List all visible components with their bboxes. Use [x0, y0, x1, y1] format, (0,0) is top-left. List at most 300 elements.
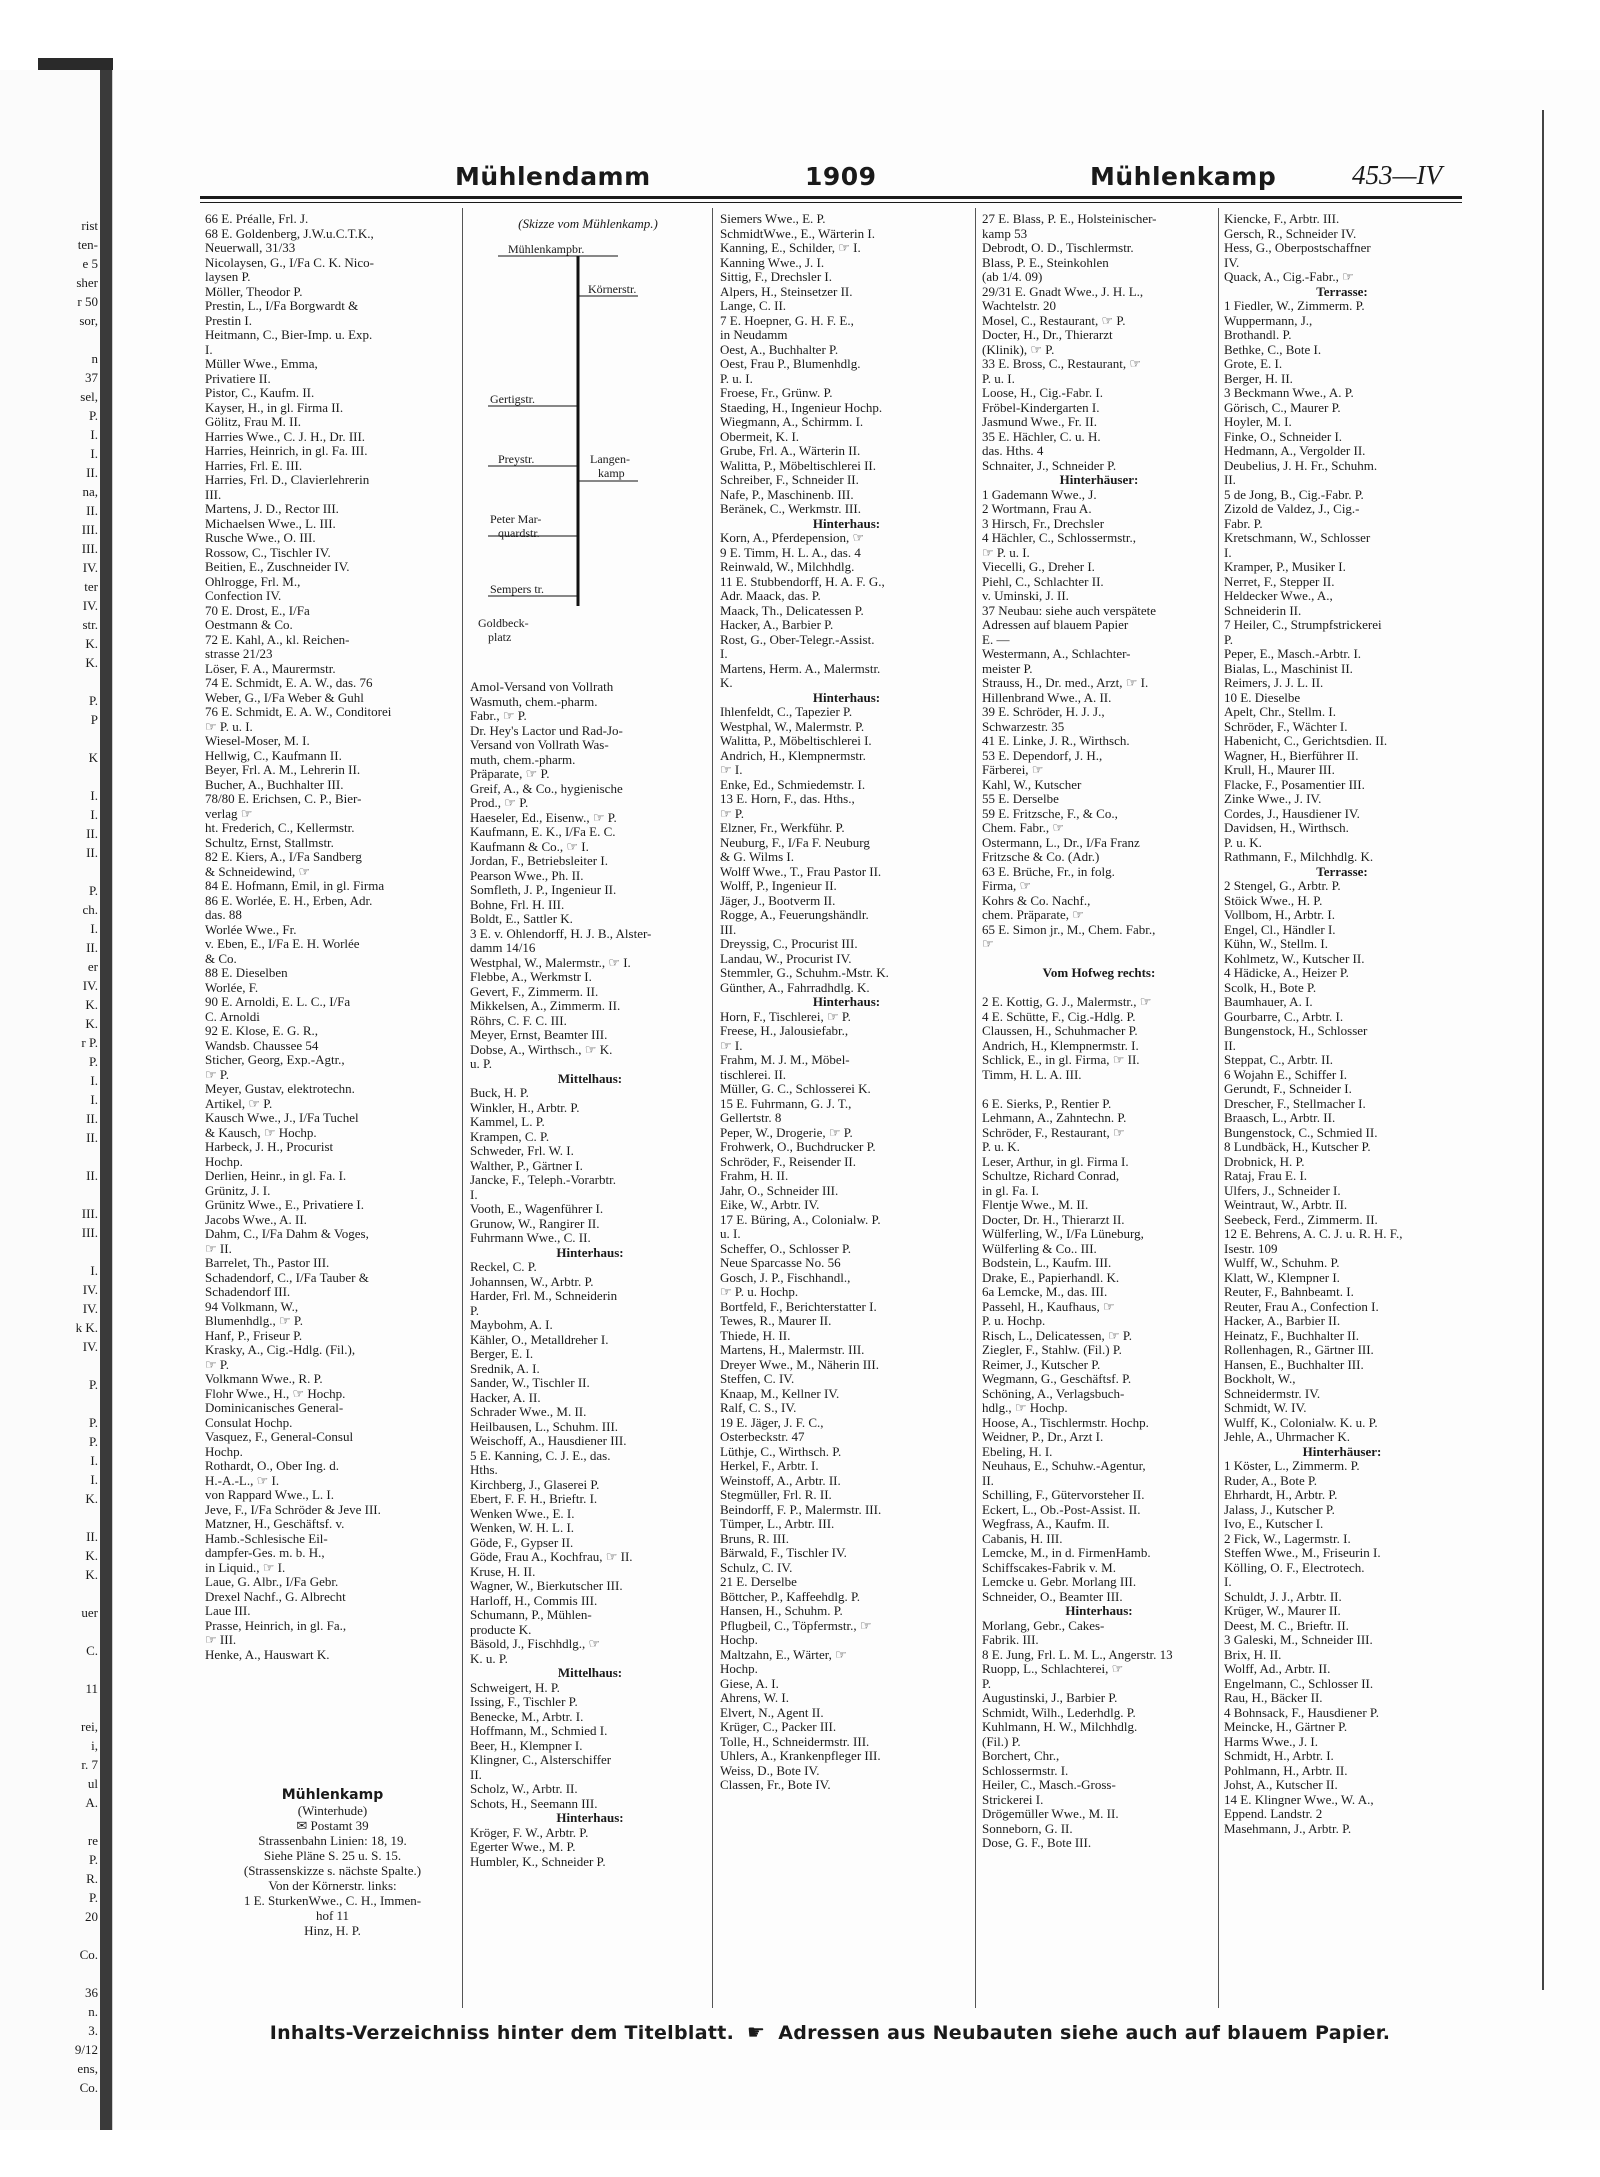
section-heading: Mittelhaus: — [557, 1071, 623, 1086]
directory-entry: Hochp. — [720, 1633, 758, 1647]
directory-entry: Ebeling, H. I. — [982, 1444, 1053, 1459]
directory-entry: Schmidt, H., Arbtr. I. — [1224, 1749, 1334, 1763]
margin-fragment: sel, — [80, 389, 98, 404]
directory-entry: Sittig, F., Drechsler I. — [720, 270, 832, 284]
directory-entry: ☞ P. — [205, 1357, 229, 1372]
directory-entry: Laue, G. Albr., I/Fa Gebr. — [205, 1575, 339, 1589]
directory-entry: 4 Hächler, C., Schlossermstr., — [982, 531, 1137, 545]
margin-fragment: P. — [88, 1377, 98, 1392]
map-label: Goldbeck- — [478, 616, 529, 630]
directory-entry: Chem. Fabr., ☞ — [982, 821, 1065, 835]
directory-entry: Beyer, Frl. A. M., Lehrerin II. — [205, 763, 361, 777]
directory-entry: in Neudamm — [720, 328, 788, 342]
directory-entry: Jasmund Wwe., Fr. II. — [982, 415, 1097, 429]
directory-entry: Michaelsen Wwe., L. III. — [205, 516, 336, 531]
margin-fragment: IV. — [82, 1339, 98, 1354]
directory-entry: Ebert, F. F. H., Brieftr. I. — [470, 1492, 598, 1506]
directory-entry: Ruder, A., Bote P. — [1224, 1473, 1318, 1488]
margin-fragment: ens, — [77, 2061, 98, 2076]
directory-entry: Beer, H., Klempner I. — [470, 1738, 583, 1753]
margin-fragment: 9/12 — [74, 2042, 98, 2057]
directory-entry: Röhrs, C. F. C. III. — [470, 1013, 567, 1028]
directory-entry: Morlang, Gebr., Cakes- — [982, 1618, 1105, 1633]
directory-entry: Heinatz, F., Buchhalter II. — [1224, 1328, 1360, 1343]
directory-entry: 3 Beckmann Wwe., A. P. — [1224, 386, 1354, 400]
directory-entry: Weintraut, W., Arbtr. II. — [1224, 1198, 1348, 1212]
map-label: Preystr. — [498, 452, 535, 466]
map-label: Langen- — [590, 452, 630, 466]
directory-entry: Deubelius, J. H. Fr., Schuhm. — [1224, 458, 1378, 473]
directory-entry: (Fil.) P. — [982, 1734, 1021, 1749]
directory-entry: Prod., ☞ P. — [470, 796, 529, 810]
directory-entry: Cabanis, H. III. — [982, 1531, 1063, 1546]
directory-entry: Versand von Vollrath Was- — [470, 738, 609, 752]
directory-entry — [982, 952, 1216, 967]
footer-right-note: Adressen aus Neubauten siehe auch auf blauem Papier. — [778, 2022, 1391, 2044]
directory-entry: 27 E. Blass, P. E., Holsteinischer- — [982, 212, 1157, 226]
directory-entry: Rathmann, F., Milchhdlg. K. — [1224, 850, 1374, 864]
directory-entry: ☞ I. — [720, 1038, 743, 1053]
margin-fragment: IV. — [82, 978, 98, 993]
directory-entry: Hansen, H., Schuhm. P. — [720, 1604, 843, 1618]
street-info-line: hof 11 — [315, 1908, 350, 1923]
directory-entry: Weiss, D., Bote IV. — [720, 1763, 820, 1778]
directory-entry: Grunow, W., Rangirer II. — [470, 1216, 600, 1231]
directory-entry: Tewes, R., Maurer II. — [720, 1314, 832, 1328]
directory-entry: P. u. I. — [982, 371, 1015, 386]
directory-entry: Reuter, Frau A., Confection I. — [1224, 1299, 1379, 1314]
directory-entry: Ziegler, F., Stahlw. (Fil.) P. — [982, 1343, 1122, 1357]
directory-entry: 4 Bohnsack, F., Hausdiener P. — [1224, 1705, 1379, 1720]
directory-entry: Davidsen, H., Wirthsch. — [1224, 821, 1349, 835]
directory-entry: Rataj, Frau E. I. — [1224, 1169, 1308, 1183]
directory-entry: 3 Hirsch, Fr., Drechsler — [982, 516, 1105, 531]
directory-entry: Wolff, P., Ingenieur II. — [720, 879, 837, 893]
directory-entry: Risch, L., Delicatessen, ☞ P. — [982, 1328, 1132, 1343]
margin-fragment: ul — [87, 1776, 98, 1791]
directory-entry: I. — [1224, 545, 1232, 560]
directory-entry: P. — [470, 1303, 480, 1318]
directory-entry: 2 Wortmann, Frau A. — [982, 502, 1092, 516]
header-year: 1909 — [805, 162, 877, 191]
directory-entry: Hamb.-Schlesische Eil- — [205, 1531, 328, 1546]
margin-fragment: III. — [81, 1225, 98, 1240]
margin-fragment: I. — [90, 807, 98, 822]
directory-column-5 — [1224, 212, 1460, 1836]
directory-entry: Freese, H., Jalousiefabr., — [720, 1024, 849, 1038]
directory-entry: Kohlmetz, W., Kutscher II. — [1224, 951, 1365, 966]
directory-entry: Augustinski, J., Barbier P. — [982, 1691, 1118, 1705]
directory-entry: damm 14/16 — [470, 941, 536, 955]
directory-entry: Kaufmann & Co., ☞ I. — [470, 839, 589, 854]
directory-entry: Schadendorf, C., I/Fa Tauber & — [205, 1270, 369, 1285]
directory-entry: Apelt, Chr., Stellm. I. — [1224, 705, 1336, 719]
directory-entry: Hoyler, M. I. — [1224, 415, 1292, 429]
directory-entry: Heitmann, C., Bier-Imp. u. Exp. — [205, 328, 373, 342]
directory-entry: Zizold de Valdez, J., Cig.- — [1224, 502, 1360, 516]
directory-entry: Bucher, A., Buchhalter III. — [205, 777, 344, 792]
directory-entry: P. u. I. — [720, 371, 753, 386]
directory-entry: III. — [720, 922, 737, 937]
directory-entry: Adr. Maack, das. P. — [720, 589, 821, 603]
directory-entry: P. u. K. — [982, 1140, 1020, 1154]
directory-entry: I. — [205, 342, 213, 357]
directory-entry: tischlerei. II. — [720, 1067, 787, 1082]
directory-entry: Harries Wwe., C. J. H., Dr. III. — [205, 429, 366, 444]
directory-entry: 33 E. Bross, C., Restaurant, ☞ — [982, 357, 1141, 371]
directory-entry: Hess, G., Oberpostschaffner — [1224, 241, 1371, 255]
directory-entry: (ab 1/4. 09) — [982, 270, 1043, 284]
directory-entry: Stöick Wwe., H. P. — [1224, 893, 1323, 908]
directory-entry: das. Hths. 4 — [982, 444, 1044, 458]
column-divider — [975, 208, 976, 2008]
directory-entry: Jahr, O., Schneider III. — [720, 1183, 839, 1198]
directory-entry: Wegfrass, A., Kaufm. II. — [982, 1517, 1110, 1531]
directory-entry: Barrelet, Th., Pastor III. — [205, 1256, 330, 1270]
directory-entry: & Co. — [205, 951, 237, 966]
directory-entry: Krull, H., Maurer III. — [1224, 763, 1335, 777]
directory-entry: Masehmann, J., Arbtr. P. — [1224, 1821, 1352, 1836]
directory-entry: Herkel, F., Arbtr. I. — [720, 1459, 819, 1473]
directory-entry: Boldt, E., Sattler K. — [470, 912, 573, 926]
directory-entry: 92 E. Klose, E. G. R., — [205, 1024, 319, 1038]
directory-entry: Bockholt, W., — [1224, 1372, 1296, 1386]
directory-entry: Hochp. — [720, 1662, 758, 1676]
directory-entry: Reimer, J., Kutscher P. — [982, 1357, 1101, 1372]
directory-entry: Wegmann, G., Geschäftsf. P. — [982, 1372, 1132, 1386]
directory-entry: I. — [470, 1187, 478, 1202]
directory-entry: 53 E. Dependorf, J. H., — [982, 748, 1103, 763]
margin-fragment: C. — [86, 1643, 98, 1658]
directory-entry: ☞ P. u. I. — [982, 545, 1030, 560]
directory-entry: Andrich, H., Klempnermstr. I. — [982, 1038, 1139, 1053]
directory-entry: 2 Fick, W., Lagermstr. I. — [1224, 1531, 1351, 1546]
directory-entry: 76 E. Schmidt, E. A. W., Conditorei — [205, 705, 392, 719]
directory-entry: von Rappard Wwe., L. I. — [205, 1488, 335, 1502]
directory-entry: Deest, M. C., Brieftr. II. — [1224, 1618, 1349, 1633]
directory-entry: Wolff, Ad., Arbtr. II. — [1224, 1662, 1331, 1676]
directory-entry: K. — [720, 676, 733, 690]
margin-fragment: 20 — [85, 1909, 98, 1924]
street-info-line: Von der Körnerstr. links: — [268, 1878, 397, 1893]
directory-entry: Kayser, H., in gl. Firma II. — [205, 400, 344, 415]
map-label: Sempers tr. — [490, 582, 544, 596]
directory-entry: Gosch, J. P., Fischhandl., — [720, 1270, 851, 1285]
directory-entry: Steffen, C. IV. — [720, 1372, 795, 1386]
directory-entry: Grünitz, J. I. — [205, 1183, 271, 1198]
directory-column-4 — [982, 212, 1216, 1851]
directory-entry: Hedmann, A., Vergolder II. — [1224, 444, 1366, 458]
directory-entry: 66 E. Préalle, Frl. J. — [205, 212, 309, 226]
header-left-street: Mühlendamm — [455, 162, 651, 191]
map-label: Körnerstr. — [588, 282, 637, 296]
directory-entry: Kruse, H. II. — [470, 1564, 536, 1579]
margin-fragment: I. — [90, 1453, 98, 1468]
margin-fragment: II. — [86, 845, 98, 860]
directory-entry: Jeve, F., I/Fa Schröder & Jeve III. — [205, 1502, 381, 1517]
directory-entry: 4 Hädicke, A., Heizer P. — [1224, 966, 1349, 980]
directory-entry: Sticher, Georg, Exp.-Agtr., — [205, 1053, 345, 1067]
directory-entry: in gl. Fa. I. — [982, 1183, 1040, 1198]
scan-edge-tab — [38, 58, 113, 70]
directory-entry: Hillenbrand Wwe., A. II. — [982, 690, 1112, 705]
directory-entry: Harries, Frl. E. III. — [205, 458, 303, 473]
directory-entry: K. u. P. — [470, 1651, 508, 1666]
directory-entry: Maltzahn, E., Wärter, ☞ — [720, 1647, 847, 1662]
margin-fragment: III. — [81, 522, 98, 537]
directory-entry: Bärwald, F., Tischler IV. — [720, 1546, 847, 1560]
directory-entry: Schöning, A., Verlagsbuch- — [982, 1386, 1125, 1401]
directory-entry: Johannsen, W., Arbtr. P. — [470, 1274, 594, 1289]
directory-entry: Hoffmann, M., Schmied I. — [470, 1724, 608, 1738]
directory-entry: 59 E. Fritzsche, F., & Co., — [982, 806, 1118, 821]
directory-entry: Wolff Wwe., T., Frau Pastor II. — [720, 864, 882, 879]
directory-entry: 17 E. Büring, A., Colonialw. P. — [720, 1212, 881, 1227]
directory-entry: Osterbeckstr. 47 — [720, 1430, 805, 1444]
directory-entry: Brix, H. II. — [1224, 1647, 1282, 1662]
directory-entry: Strickerei I. — [982, 1792, 1044, 1807]
directory-entry: Martens, H., Malermstr. III. — [720, 1343, 865, 1357]
directory-entry: Hacker, A., Barbier II. — [1224, 1314, 1341, 1328]
directory-entry: Weinstoff, A., Arbtr. II. — [720, 1473, 841, 1488]
directory-entry: Obermeit, K. I. — [720, 429, 800, 444]
directory-entry: Kähler, O., Metalldreher I. — [470, 1332, 609, 1347]
directory-entry: Kahl, W., Kutscher — [982, 777, 1082, 792]
directory-entry: Blumenhdlg., ☞ P. — [205, 1314, 303, 1328]
directory-entry: Schneiderin II. — [1224, 603, 1302, 618]
directory-entry: Wülferling & Co.. III. — [982, 1241, 1097, 1256]
directory-entry: Bortfeld, F., Berichterstatter I. — [720, 1299, 877, 1314]
directory-entry: verlag ☞ — [205, 806, 253, 821]
directory-entry: Göde, F., Gypser II. — [470, 1535, 574, 1550]
margin-fragment: I. — [90, 427, 98, 442]
directory-entry: Lüthje, C., Wirthsch. P. — [720, 1444, 842, 1459]
margin-fragment: I. — [90, 921, 98, 936]
directory-entry: Schreiber, F., Schneider II. — [720, 473, 859, 487]
directory-entry: Fabrik. III. — [982, 1633, 1039, 1647]
directory-entry: Bungenstock, H., Schlosser — [1224, 1024, 1368, 1038]
directory-entry — [982, 1082, 1216, 1097]
directory-entry: Reinwald, W., Milchhdlg. — [720, 560, 855, 574]
directory-entry: Fuhrmann Wwe., C. II. — [470, 1231, 591, 1245]
directory-entry: Horn, F., Tischlerei, ☞ P. — [720, 1009, 851, 1024]
directory-entry: Ahrens, W. I. — [720, 1691, 789, 1705]
section-heading: Hinterhaus: — [556, 1811, 624, 1825]
margin-fragment: K. — [85, 1016, 98, 1031]
directory-entry: Jancke, F., Teleph.-Vorarbtr. — [470, 1173, 616, 1187]
directory-entry: Srednik, A. I. — [470, 1361, 540, 1376]
directory-entry: P. u. K. — [1224, 835, 1262, 850]
directory-entry: Neuerwall, 31/33 — [205, 241, 296, 255]
directory-entry: 29/31 E. Gnadt Wwe., J. H. L., — [982, 284, 1144, 299]
directory-entry: Harries, Frl. D., Clavierlehrerin — [205, 473, 370, 487]
directory-entry: Gevert, F., Zimmerm. II. — [470, 984, 599, 999]
directory-entry: 37 Neubau: siehe auch verspätete — [982, 603, 1156, 618]
directory-entry: Gölitz, Frau M. II. — [205, 415, 302, 429]
margin-fragment: IV. — [82, 560, 98, 575]
directory-entry: Claussen, H., Schuhmacher P. — [982, 1024, 1138, 1038]
directory-entry: & Schneidewind, ☞ — [205, 864, 311, 879]
directory-entry: C. Arnoldi — [205, 1009, 260, 1024]
directory-column-2 — [470, 680, 710, 1869]
directory-entry: Berger, H. II. — [1224, 371, 1293, 386]
directory-entry: Worlée, F. — [205, 980, 259, 995]
margin-fragment: I. — [90, 788, 98, 803]
directory-entry: (Klinik), ☞ P. — [982, 342, 1055, 357]
margin-fragment: r 50 — [77, 294, 98, 309]
directory-entry: 5 de Jong, B., Cig.-Fabr. P. — [1224, 487, 1364, 502]
directory-entry: Ohlrogge, Frl. M., — [205, 574, 301, 589]
margin-fragment: I. — [90, 1092, 98, 1107]
directory-entry: 5 E. Kanning, C. J. E., das. — [470, 1448, 611, 1463]
map-label: Gertigstr. — [490, 392, 535, 406]
margin-fragment: P. — [88, 1852, 98, 1867]
margin-fragment: na, — [82, 484, 98, 499]
directory-entry: Isestr. 109 — [1224, 1241, 1278, 1256]
directory-entry: Finke, O., Schneider I. — [1224, 429, 1343, 444]
directory-entry: Nafe, P., Maschinenb. III. — [720, 487, 854, 502]
directory-entry: Kramper, P., Musiker I. — [1224, 560, 1346, 574]
directory-entry: Vasquez, F., General-Consul — [205, 1430, 354, 1444]
directory-entry: Schweigert, H. P. — [470, 1680, 560, 1695]
directory-entry: Alpers, H., Steinsetzer II. — [720, 284, 853, 299]
directory-entry: Drögemüller Wwe., M. II. — [982, 1807, 1119, 1821]
directory-entry: Gerundt, F., Schneider I. — [1224, 1082, 1352, 1096]
directory-entry: Giese, A. I. — [720, 1676, 779, 1691]
directory-entry: in Liquid., ☞ I. — [205, 1560, 286, 1575]
directory-entry: Schilling, F., Gütervorsteher II. — [982, 1488, 1145, 1502]
directory-entry: dampfer-Ges. m. b. H., — [205, 1546, 325, 1560]
directory-entry: Fröbel-Kindergarten I. — [982, 400, 1100, 415]
directory-entry: Oestmann & Co. — [205, 618, 293, 632]
directory-entry: Krüger, W., Maurer II. — [1224, 1604, 1341, 1618]
directory-entry: Weidner, P., Dr., Arzt I. — [982, 1430, 1104, 1444]
street-info-line: 1 E. SturkenWwe., C. H., Immen- — [243, 1893, 422, 1908]
directory-entry: Pohlmann, H., Arbtr. II. — [1224, 1763, 1348, 1778]
directory-entry: Dominicanisches General- — [205, 1401, 344, 1415]
directory-entry: Wachtelstr. 20 — [982, 299, 1057, 313]
directory-entry: hdlg., ☞ Hochp. — [982, 1401, 1068, 1415]
directory-entry: 82 E. Kiers, A., I/Fa Sandberg — [205, 850, 362, 864]
margin-fragment: R. — [86, 1871, 98, 1886]
directory-entry: Knaap, M., Kellner IV. — [720, 1386, 840, 1401]
directory-entry: Jäger, J., Bootverm II. — [720, 893, 836, 908]
margin-fragment: P. — [88, 883, 98, 898]
directory-entry: Prestin, L., I/Fa Borgwardt & — [205, 299, 359, 313]
directory-entry: u. P. — [470, 1057, 493, 1071]
directory-entry: I. — [1224, 1575, 1232, 1589]
directory-entry: Meincke, H., Gärtner P. — [1224, 1720, 1348, 1734]
directory-entry: Kölling, O. F., Electrotech. — [1224, 1560, 1365, 1575]
directory-entry: 94 Volkmann, W., — [205, 1299, 299, 1314]
directory-entry: Johst, A., Kutscher II. — [1224, 1778, 1338, 1792]
margin-fragment: Co. — [79, 2080, 98, 2095]
margin-fragment: IV. — [82, 1301, 98, 1316]
directory-entry: Hanf, P., Friseur P. — [205, 1328, 303, 1343]
margin-fragment: K. — [85, 997, 98, 1012]
directory-entry: Stegmüller, Frl. R. II. — [720, 1488, 832, 1502]
directory-entry: III. — [205, 487, 222, 502]
directory-entry: ☞ P. u. I. — [205, 719, 253, 734]
directory-entry: Steffen Wwe., M., Friseurin I. — [1224, 1546, 1381, 1560]
directory-entry: Gersch, R., Schneider IV. — [1224, 226, 1357, 241]
street-info-line: ✉ Postamt 39 — [296, 1818, 369, 1833]
directory-entry: 70 E. Drost, E., I/Fa — [205, 603, 310, 618]
directory-entry: Benecke, M., Arbtr. I. — [470, 1709, 584, 1724]
directory-entry: u. I. — [720, 1227, 741, 1241]
directory-entry: Consulat Hochp. — [205, 1415, 293, 1430]
page-footer — [200, 2020, 1460, 2052]
directory-entry: Frohwerk, O., Buchdrucker P. — [720, 1140, 876, 1154]
margin-fragment: P. — [88, 693, 98, 708]
directory-entry: Hansen, E., Buchhalter III. — [1224, 1357, 1364, 1372]
directory-entry: 6 E. Sierks, P., Rentier P. — [982, 1096, 1112, 1111]
directory-entry: Kiencke, F., Arbtr. III. — [1224, 212, 1340, 226]
directory-entry: Hochp. — [205, 1444, 243, 1459]
directory-entry: Bohne, Frl. H. III. — [470, 897, 565, 912]
directory-entry: Steppat, C., Arbtr. II. — [1224, 1053, 1334, 1067]
directory-entry: Dr. Hey's Lactor und Rad-Jo- — [470, 723, 623, 738]
margin-fragment: III. — [81, 541, 98, 556]
directory-entry: Fabr., ☞ P. — [470, 709, 527, 723]
directory-entry: Reckel, C. P. — [470, 1260, 537, 1274]
directory-entry: Tolle, H., Schneidermstr. III. — [720, 1734, 870, 1749]
directory-entry: Schadendorf III. — [205, 1285, 291, 1299]
directory-entry: Neuburg, F., I/Fa F. Neuburg — [720, 835, 870, 850]
directory-entry: Drobnick, H. P. — [1224, 1154, 1305, 1169]
directory-entry: Kohrs & Co. Nachf., — [982, 893, 1091, 908]
directory-entry: Martens, Herm. A., Malermstr. — [720, 661, 881, 676]
margin-fragment: er — [87, 959, 98, 974]
directory-entry: Confection IV. — [205, 589, 282, 603]
margin-fragment: II. — [86, 1168, 98, 1183]
directory-entry: Fritzsche & Co. (Adr.) — [982, 850, 1100, 864]
directory-entry: 55 E. Derselbe — [982, 792, 1059, 806]
margin-fragment: P. — [88, 1054, 98, 1069]
margin-fragment: K. — [85, 1567, 98, 1582]
directory-entry: Worlée Wwe., Fr. — [205, 922, 297, 937]
page-edge — [1542, 110, 1544, 1990]
directory-entry: 84 E. Hofmann, Emil, in gl. Firma — [205, 879, 385, 893]
map-label: Peter Mar- — [490, 512, 542, 526]
section-heading: Hinterhaus: — [556, 1245, 624, 1260]
directory-entry: Frahm, H. II. — [720, 1169, 789, 1183]
directory-entry: 72 E. Kahl, A., kl. Reichen- — [205, 632, 350, 647]
directory-entry: Dahm, C., I/Fa Dahm & Voges, — [205, 1227, 369, 1241]
directory-entry: Harms Wwe., J. I. — [1224, 1734, 1318, 1749]
section-heading: Hinterhäuser: — [1059, 473, 1139, 487]
directory-entry: Wenken Wwe., E. I. — [470, 1506, 575, 1521]
directory-entry: Privatiere II. — [205, 371, 271, 386]
directory-entry: Oest, A., Buchhalter P. — [720, 342, 839, 357]
margin-fragment: k K. — [75, 1320, 98, 1335]
directory-entry: Kröger, F. W., Arbtr. P. — [470, 1825, 589, 1840]
directory-entry: & Kausch, ☞ Hochp. — [205, 1125, 317, 1140]
directory-entry: Froese, Fr., Grünw. P. — [720, 386, 833, 400]
directory-entry: Rau, H., Bäcker II. — [1224, 1691, 1323, 1705]
directory-entry: Beitien, E., Zuschneider IV. — [205, 560, 350, 574]
directory-entry: Ostermann, L., Dr., I/Fa Franz — [982, 835, 1140, 850]
directory-entry: laysen P. — [205, 270, 251, 284]
directory-entry: Thiede, H. II. — [720, 1328, 791, 1343]
margin-fragment: Co. — [79, 1947, 98, 1962]
margin-fragment: e 5 — [82, 256, 98, 271]
directory-entry: 7 Heiler, C., Strumpfstrickerei — [1224, 618, 1382, 632]
directory-entry: Westphal, W., Malermstr. P. — [720, 719, 865, 734]
footer-left-note: Inhalts-Verzeichniss hinter dem Titelblatt. — [269, 2022, 735, 2044]
directory-entry: Rusche Wwe., O. III. — [205, 531, 316, 545]
margin-fragment: i, — [91, 1738, 98, 1753]
